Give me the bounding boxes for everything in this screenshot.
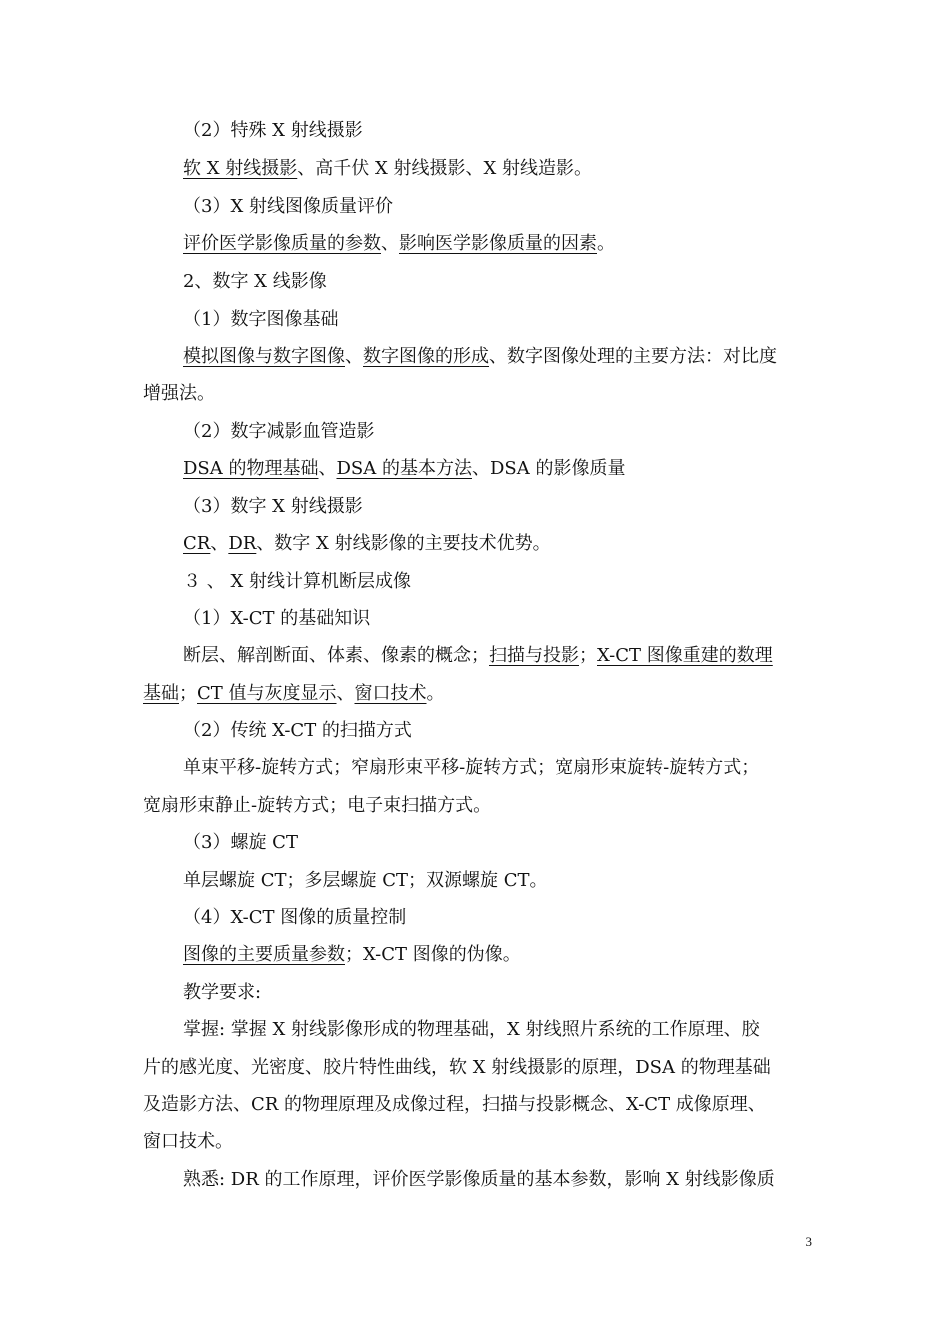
underlined-text: 基础 bbox=[143, 683, 179, 704]
text-segment: 。 bbox=[426, 683, 445, 704]
text-line bbox=[0, 419, 950, 445]
text-segment: 2、数字 X 线影像 bbox=[183, 271, 327, 292]
text-segment: 及造影方法、CR 的物理原理及成像过程，扫描与投影概念、X-CT 成像原理、 bbox=[143, 1094, 766, 1115]
text-line bbox=[0, 868, 950, 894]
text-line bbox=[0, 1017, 950, 1043]
text-segment: ； bbox=[579, 645, 597, 666]
underlined-text: 影响医学影像质量的因素 bbox=[399, 233, 597, 254]
underlined-text: 软 X 射线摄影 bbox=[183, 158, 298, 179]
text-line bbox=[0, 344, 950, 370]
text-segment: 、 bbox=[210, 533, 229, 554]
text-segment: （4）X-CT 图像的质量控制 bbox=[183, 907, 407, 928]
text-segment: 、高千伏 X 射线摄影、X 射线造影。 bbox=[297, 158, 593, 179]
underlined-text: 数字图像的形成 bbox=[363, 346, 489, 367]
text-line bbox=[0, 942, 950, 968]
text-segment: 、数字 X 射线影像的主要技术优势。 bbox=[256, 533, 551, 554]
text-line bbox=[0, 1092, 950, 1118]
underlined-text: DSA 的物理基础 bbox=[183, 458, 319, 479]
text-line bbox=[0, 456, 950, 482]
underlined-text: 评价医学影像质量的参数 bbox=[183, 233, 381, 254]
text-line bbox=[0, 718, 950, 744]
underlined-text: 扫描与投影 bbox=[489, 645, 579, 666]
text-segment: 单层螺旋 CT；多层螺旋 CT；双源螺旋 CT。 bbox=[183, 870, 548, 891]
text-segment: 掌握: 掌握 X 射线影像形成的物理基础，X 射线照片系统的工作原理、胶 bbox=[183, 1019, 760, 1040]
text-line bbox=[0, 1167, 950, 1193]
text-line bbox=[0, 606, 950, 632]
text-segment: 、 bbox=[318, 458, 337, 479]
text-line bbox=[0, 1055, 950, 1081]
text-segment: ； bbox=[179, 683, 197, 704]
text-segment: （2）数字减影血管造影 bbox=[183, 421, 375, 442]
text-line bbox=[0, 980, 950, 1006]
text-line bbox=[0, 755, 950, 781]
text-segment: 窗口技术。 bbox=[143, 1131, 233, 1152]
text-segment: 。 bbox=[597, 233, 615, 254]
underlined-text: DSA 的基本方法 bbox=[336, 458, 472, 479]
text-segment: 、DSA 的影像质量 bbox=[471, 458, 626, 479]
text-segment: 教学要求: bbox=[183, 982, 262, 1003]
underlined-text: CR bbox=[183, 533, 211, 554]
text-line bbox=[0, 569, 950, 595]
text-segment: 、 bbox=[345, 346, 363, 367]
text-segment: 熟悉: DR 的工作原理，评价医学影像质量的基本参数，影响 X 射线影像质 bbox=[183, 1169, 775, 1190]
text-line bbox=[0, 231, 950, 257]
underlined-text: X-CT 图像重建的数理 bbox=[597, 645, 773, 666]
text-segment: （3）数字 X 射线摄影 bbox=[183, 496, 363, 517]
text-line bbox=[0, 156, 950, 182]
text-line bbox=[0, 681, 950, 707]
text-segment: ３ 、 X 射线计算机断层成像 bbox=[183, 571, 411, 592]
text-segment: 宽扇形束静止-旋转方式；电子束扫描方式。 bbox=[143, 795, 492, 816]
text-segment: （3）螺旋 CT bbox=[183, 832, 298, 853]
text-segment: ；X-CT 图像的伪像。 bbox=[345, 944, 521, 965]
text-line bbox=[0, 793, 950, 819]
underlined-text: DR bbox=[228, 533, 257, 554]
text-line bbox=[0, 905, 950, 931]
text-line bbox=[0, 643, 950, 669]
text-segment: （3）X 射线图像质量评价 bbox=[183, 196, 393, 217]
text-segment: 片的感光度、光密度、胶片特性曲线，软 X 射线摄影的原理，DSA 的物理基础 bbox=[143, 1057, 771, 1078]
text-line bbox=[0, 830, 950, 856]
page-number: 3 bbox=[805, 1234, 812, 1249]
text-line bbox=[0, 494, 950, 520]
text-line bbox=[0, 194, 950, 220]
text-segment: 单束平移-旋转方式；窄扇形束平移-旋转方式；宽扇形束旋转-旋转方式； bbox=[183, 757, 760, 778]
underlined-text: 模拟图像与数字图像 bbox=[183, 346, 345, 367]
text-line bbox=[0, 1129, 950, 1155]
text-line bbox=[0, 531, 950, 557]
text-segment: 、数字图像处理的主要方法：对比度 bbox=[489, 346, 777, 367]
text-segment: 断层、解剖断面、体素、像素的概念； bbox=[183, 645, 489, 666]
text-segment: （1）X-CT 的基础知识 bbox=[183, 608, 371, 629]
text-segment: 、 bbox=[336, 683, 355, 704]
underlined-text: 图像的主要质量参数 bbox=[183, 944, 345, 965]
text-line bbox=[0, 307, 950, 333]
text-line bbox=[0, 381, 950, 407]
text-segment: （2）传统 X-CT 的扫描方式 bbox=[183, 720, 412, 741]
text-segment: 增强法。 bbox=[143, 383, 215, 404]
underlined-text: CT 值与灰度显示 bbox=[197, 683, 337, 704]
text-segment: （2）特殊 X 射线摄影 bbox=[183, 120, 363, 141]
text-line bbox=[0, 118, 950, 144]
underlined-text: 窗口技术 bbox=[354, 683, 427, 704]
text-segment: 、 bbox=[381, 233, 399, 254]
text-line bbox=[0, 269, 950, 295]
text-segment: （1）数字图像基础 bbox=[183, 309, 339, 330]
